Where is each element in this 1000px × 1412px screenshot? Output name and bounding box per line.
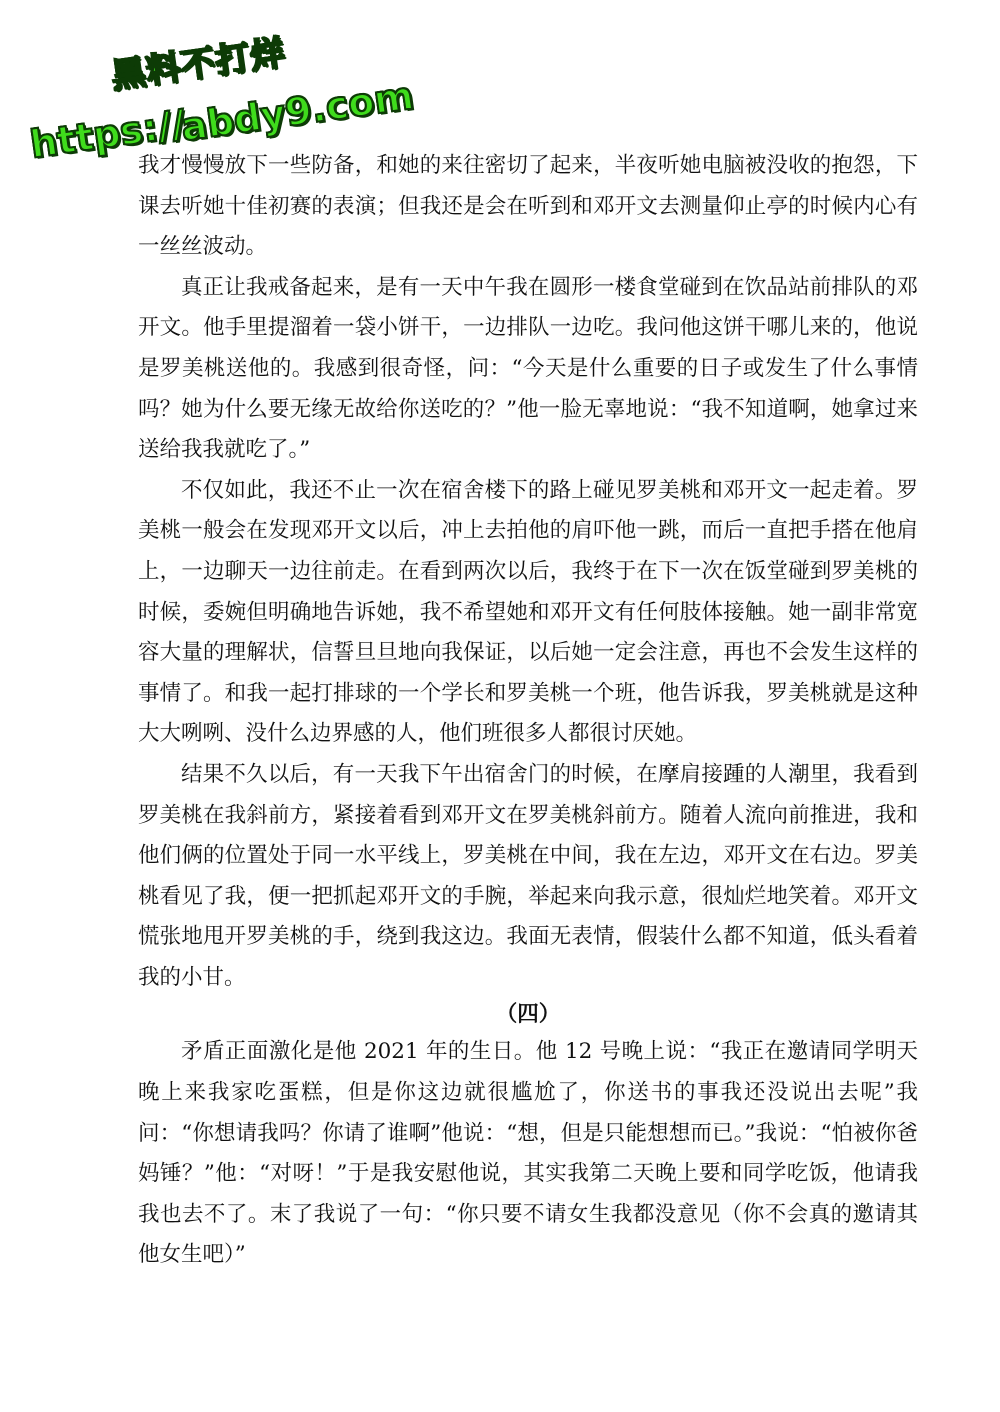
paragraph: 结果不久以后，有一天我下午出宿舍门的时候，在摩肩接踵的人潮里，我看到罗美桃在我斜前方，紧接着看到邓开文在罗美桃斜前方。随着人流向前推进，我和他们俩的位置处于同一水平线上，罗美桃在中间，我在左边，邓开文在右边。罗美桃看见了我，便一把抓起邓开文的手腕，举起来向我示意，很灿烂地笑着。邓开文慌张地甩开罗美桃的手，绕到我这边。我面无表情，假装什么都不知道，低头看着我的小甘。 bbox=[138, 761, 918, 990]
document-body bbox=[138, 146, 918, 1276]
paragraph: 矛盾正面激化是他 2021 年的生日。他 12 号晚上说：“我正在邀请同学明天晚上来我家吃蛋糕，但是你这边就很尴尬了，你送书的事我还没说出去呢”我问：“你想请我吗？你请了谁啊”他说：“想，但是只能想想而已。”我说：“怕被你爸妈锤？”他：“对呀！”于是我安慰他说，其实我第二天晚上要和同学吃饭，他请我我也去不了。末了我说了一句：“你只要不请女生我都没意见（你不会真的邀请其他女生吧）” bbox=[138, 1039, 918, 1268]
paragraph: 不仅如此，我还不止一次在宿舍楼下的路上碰见罗美桃和邓开文一起走着。罗美桃一般会在发现邓开文以后，冲上去拍他的肩吓他一跳，而后一直把手搭在他肩上，一边聊天一边往前走。在看到两次以后，我终于在下一次在饭堂碰到罗美桃的时候，委婉但明确地告诉她，我不希望她和邓开文有任何肢体接触。她一副非常宽容大量的理解状，信誓旦旦地向我保证，以后她一定会注意，再也不会发生这样的事情了。和我一起打排球的一个学长和罗美桃一个班，他告诉我，罗美桃就是这种大大咧咧、没什么边界感的人，他们班很多人都很讨厌她。 bbox=[138, 477, 918, 747]
watermark-logo bbox=[14, 0, 417, 167]
watermark-title: 黑料不打烊 bbox=[108, 32, 288, 97]
paragraph: 真正让我戒备起来，是有一天中午我在圆形一楼食堂碰到在饮品站前排队的邓开文。他手里提溜着一袋小饼干，一边排队一边吃。我问他这饼干哪儿来的，他说是罗美桃送他的。我感到很奇怪，问：“今天是什么重要的日子或发生了什么事情吗？她为什么要无缘无故给你送吃的？”他一脸无辜地说：“我不知道啊，她拿过来送给我我就吃了。” bbox=[138, 274, 918, 463]
section-heading: （四） bbox=[495, 1002, 561, 1028]
paragraph: 我才慢慢放下一些防备，和她的来往密切了起来，半夜听她电脑被没收的抱怨，下课去听她十佳初赛的表演；但我还是会在听到和邓开文去测量仰止亭的时候内心有一丝丝波动。 bbox=[138, 153, 918, 260]
watermark-url-prefix: https:// bbox=[27, 101, 189, 167]
watermark-url-domain: abdy9.com bbox=[178, 73, 417, 150]
